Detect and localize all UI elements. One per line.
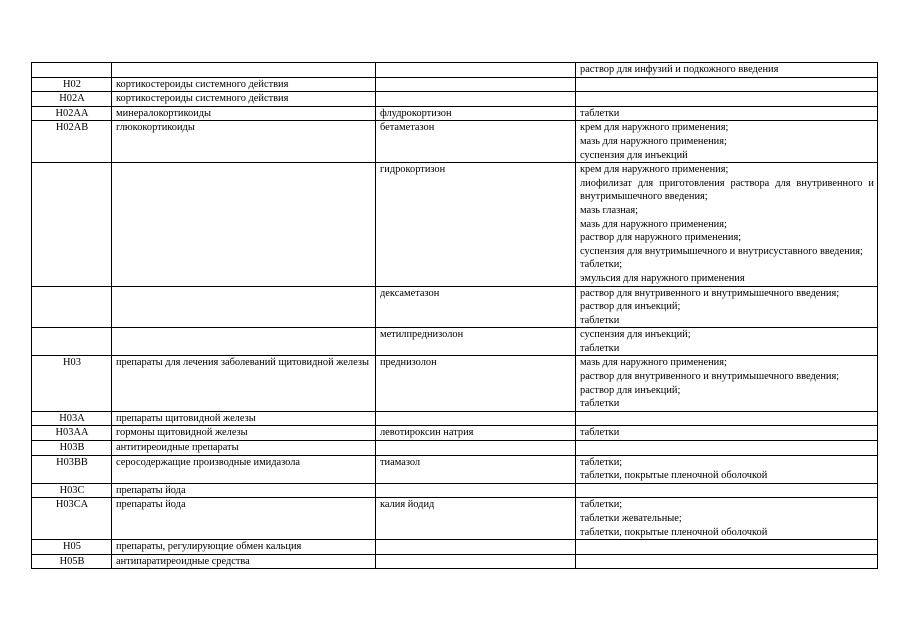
atc-code-cell: H03CA (32, 498, 112, 540)
dosage-forms-cell (576, 121, 878, 163)
anatomical-therapeutic-group-cell: препараты йода (112, 498, 376, 540)
dosage-form-line: крем для наружного применения; (580, 164, 729, 176)
table-row (32, 328, 878, 356)
anatomical-therapeutic-group-cell: препараты щитовидной железы (112, 411, 376, 426)
anatomical-therapeutic-group-cell: кортикостероиды системного действия (112, 92, 376, 107)
dosage-form-line: таблетки, покрытые пленочной оболочкой (580, 470, 768, 482)
dosage-forms-cell (576, 441, 878, 456)
dosage-forms-cell (576, 498, 878, 540)
dosage-form-line: мазь для наружного применения; (580, 357, 727, 369)
table-body (32, 63, 878, 569)
anatomical-therapeutic-group-cell (112, 163, 376, 286)
substance-name-cell (376, 77, 576, 92)
anatomical-therapeutic-group-cell: кортикостероиды системного действия (112, 77, 376, 92)
table-row (32, 163, 878, 286)
anatomical-therapeutic-group-cell: гормоны щитовидной железы (112, 426, 376, 441)
table-row (32, 483, 878, 498)
substance-name-cell: метилпреднизолон (376, 328, 576, 356)
dosage-form-line: суспензия для инъекций (580, 149, 688, 161)
table-row (32, 441, 878, 456)
atc-code-cell: H05B (32, 554, 112, 569)
atc-code-cell (32, 63, 112, 78)
substance-name-cell (376, 441, 576, 456)
dosage-form-line: таблетки; (580, 499, 623, 511)
substance-name-cell (376, 92, 576, 107)
atc-code-cell: H03BB (32, 455, 112, 483)
anatomical-therapeutic-group-cell: антитиреоидные препараты (112, 441, 376, 456)
dosage-forms-cell (576, 63, 878, 78)
dosage-forms-cell (576, 455, 878, 483)
atc-code-cell: H05 (32, 540, 112, 555)
atc-code-cell: H02AB (32, 121, 112, 163)
table-row (32, 498, 878, 540)
dosage-form-line: мазь глазная; (580, 204, 639, 216)
drug-list-table (31, 62, 878, 569)
atc-code-cell: H02 (32, 77, 112, 92)
dosage-form-line: таблетки (580, 342, 620, 354)
atc-code-cell (32, 328, 112, 356)
dosage-form-line: таблетки, покрытые пленочной оболочкой (580, 526, 768, 538)
dosage-form-line: суспензия для инъекций; (580, 329, 691, 341)
dosage-form-line: раствор для внутривенного и внутримышечного введения; (580, 287, 840, 299)
dosage-forms-cell (576, 286, 878, 328)
table-row (32, 77, 878, 92)
table-row (32, 106, 878, 121)
dosage-forms-cell (576, 92, 878, 107)
dosage-form-line: таблетки (580, 427, 620, 439)
dosage-form-line: лиофилизат для приготовления раствора для внутривенного и внутримышечного введения; (580, 177, 874, 203)
atc-code-cell (32, 286, 112, 328)
anatomical-therapeutic-group-cell: минералокортикоиды (112, 106, 376, 121)
dosage-forms-cell (576, 106, 878, 121)
table-row (32, 286, 878, 328)
substance-name-cell: бетаметазон (376, 121, 576, 163)
dosage-form-line: мазь для наружного применения; (580, 218, 727, 230)
substance-name-cell: тиамазол (376, 455, 576, 483)
atc-code-cell: H03C (32, 483, 112, 498)
substance-name-cell: калия йодид (376, 498, 576, 540)
dosage-forms-cell (576, 483, 878, 498)
table-row (32, 411, 878, 426)
anatomical-therapeutic-group-cell: препараты, регулирующие обмен кальция (112, 540, 376, 555)
dosage-form-line: раствор для наружного применения; (580, 232, 742, 244)
atc-code-cell: H03B (32, 441, 112, 456)
table-row (32, 92, 878, 107)
substance-name-cell: флудрокортизон (376, 106, 576, 121)
dosage-form-line: таблетки; (580, 259, 623, 271)
dosage-form-line: раствор для инъекций; (580, 384, 681, 396)
table-row (32, 426, 878, 441)
table-row (32, 356, 878, 411)
dosage-form-line: таблетки жевательные; (580, 513, 682, 524)
atc-code-cell: H03AA (32, 426, 112, 441)
dosage-forms-cell (576, 356, 878, 411)
substance-name-cell (376, 63, 576, 78)
anatomical-therapeutic-group-cell (112, 286, 376, 328)
anatomical-therapeutic-group-cell: глюкокортикоиды (112, 121, 376, 163)
atc-code-cell: H03 (32, 356, 112, 411)
substance-name-cell (376, 483, 576, 498)
anatomical-therapeutic-group-cell (112, 63, 376, 78)
substance-name-cell (376, 540, 576, 555)
table-row (32, 540, 878, 555)
dosage-form-line: крем для наружного применения; (580, 122, 729, 134)
table-row (32, 121, 878, 163)
dosage-forms-cell (576, 554, 878, 569)
atc-code-cell: H03A (32, 411, 112, 426)
dosage-form-line: мазь для наружного применения; (580, 135, 727, 147)
dosage-form-line: раствор для внутривенного и внутримышечного введения; (580, 371, 840, 383)
atc-code-cell: H02A (32, 92, 112, 107)
dosage-form-line: эмульсия для наружного применения (580, 272, 745, 284)
anatomical-therapeutic-group-cell: препараты йода (112, 483, 376, 498)
dosage-forms-cell (576, 540, 878, 555)
substance-name-cell (376, 554, 576, 569)
dosage-forms-cell (576, 411, 878, 426)
dosage-form-line: таблетки (580, 107, 620, 119)
substance-name-cell: дексаметазон (376, 286, 576, 328)
anatomical-therapeutic-group-cell: серосодержащие производные имидазола (112, 455, 376, 483)
dosage-form-line: раствор для инъекций; (580, 301, 681, 313)
dosage-forms-cell (576, 77, 878, 92)
dosage-forms-cell (576, 163, 878, 286)
table-row (32, 63, 878, 78)
dosage-forms-cell (576, 426, 878, 441)
anatomical-therapeutic-group-cell: антипаратиреоидные средства (112, 554, 376, 569)
substance-name-cell (376, 411, 576, 426)
table-row (32, 455, 878, 483)
substance-name-cell: преднизолон (376, 356, 576, 411)
table-row (32, 554, 878, 569)
dosage-form-line: таблетки (580, 314, 620, 326)
anatomical-therapeutic-group-cell (112, 328, 376, 356)
anatomical-therapeutic-group-cell: препараты для лечения заболеваний щитовидной железы (112, 356, 376, 411)
dosage-form-line: суспензия для внутримышечного и внутрисуставного введения; (580, 245, 863, 257)
substance-name-cell: левотироксин натрия (376, 426, 576, 441)
dosage-form-line: таблетки; (580, 456, 623, 468)
dosage-forms-cell (576, 328, 878, 356)
dosage-form-line: раствор для инфузий и подкожного введения (580, 64, 779, 75)
atc-code-cell (32, 163, 112, 286)
atc-code-cell: H02AA (32, 106, 112, 121)
substance-name-cell: гидрокортизон (376, 163, 576, 286)
dosage-form-line: таблетки (580, 398, 620, 410)
